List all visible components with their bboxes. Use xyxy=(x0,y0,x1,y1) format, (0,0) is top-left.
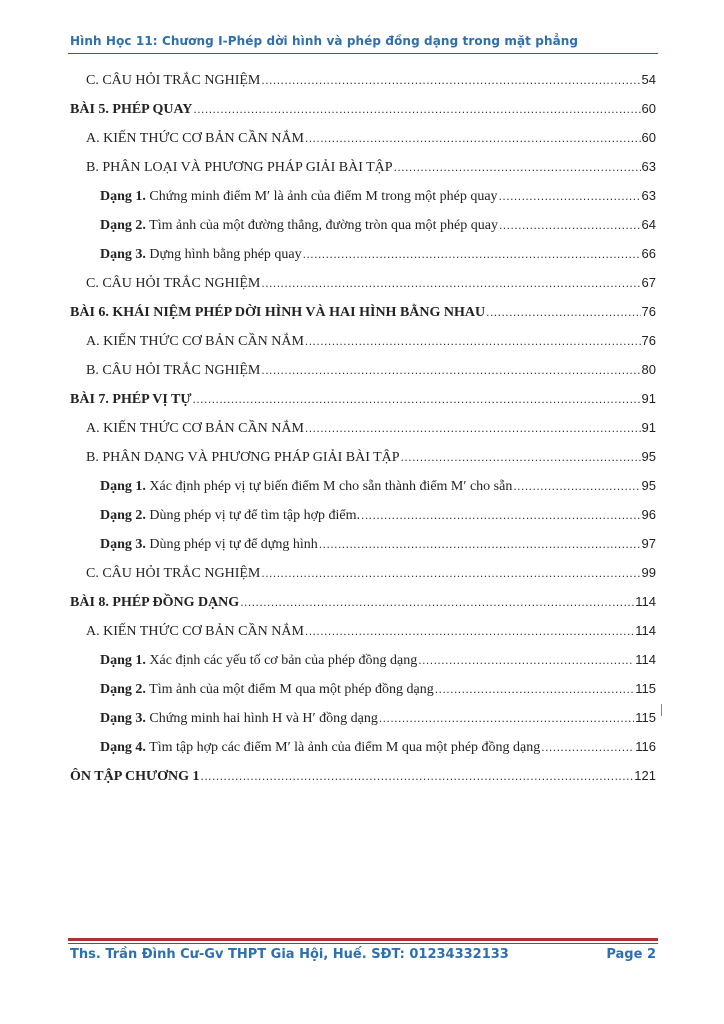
toc-entry-page: 114 xyxy=(635,594,656,609)
toc-entry-page: 91 xyxy=(641,391,656,406)
toc-entry-text: Tìm ảnh của một đường thẳng, đường tròn qua một phép quay xyxy=(145,218,498,233)
toc-entry-prefix: Dạng 3. xyxy=(100,711,146,726)
toc-entry-title xyxy=(86,160,393,176)
toc-entry-title xyxy=(86,363,260,379)
toc-entry-text: BÀI 8. PHÉP ĐỒNG DẠNG xyxy=(70,595,240,610)
toc-entry-page: 67 xyxy=(641,275,656,290)
toc-dot-leader xyxy=(319,537,641,551)
toc-entry-page: 54 xyxy=(641,72,656,87)
toc-entry[interactable] xyxy=(70,449,656,478)
toc-entry-prefix: Dạng 2. xyxy=(100,508,146,523)
header-divider xyxy=(68,53,658,54)
toc-entry-title xyxy=(100,247,302,263)
toc-dot-leader xyxy=(305,421,641,435)
toc-entry[interactable] xyxy=(70,391,656,420)
toc-entry-text: Xác định phép vị tự biến điểm M cho sẵn thành điểm M′ cho sẵn xyxy=(145,479,513,494)
toc-entry-prefix: Dạng 3. xyxy=(100,537,146,552)
toc-entry-title xyxy=(100,740,540,756)
toc-entry-title xyxy=(86,566,260,582)
toc-entry-prefix: Dạng 2. xyxy=(100,218,146,233)
toc-entry-page: 115 xyxy=(635,681,656,696)
toc-entry-text: C. CÂU HỎI TRẮC NGHIỆM xyxy=(86,276,261,291)
toc-dot-leader xyxy=(401,450,641,464)
toc-entry-prefix: Dạng 2. xyxy=(100,682,146,697)
toc-entry-text: Tìm ảnh của một điểm M qua một phép đồng dạng xyxy=(145,682,434,697)
footer-divider-thick xyxy=(68,938,658,941)
toc-entry[interactable] xyxy=(70,304,656,333)
toc-entry-prefix: Dạng 3. xyxy=(100,247,146,262)
toc-entry[interactable] xyxy=(70,159,656,188)
toc-entry-page: 97 xyxy=(641,536,656,551)
toc-entry-title xyxy=(86,73,260,89)
toc-entry-page: 99 xyxy=(641,565,656,580)
cursor-marker xyxy=(661,704,662,716)
toc-dot-leader xyxy=(305,624,634,638)
toc-dot-leader xyxy=(418,653,634,667)
toc-entry-text: A. KIẾN THỨC CƠ BẢN CẦN NẮM xyxy=(86,131,304,146)
toc-entry-title xyxy=(86,131,304,147)
running-header: Hình Học 11: Chương I-Phép dời hình và phép đồng dạng trong mặt phẳng xyxy=(70,34,579,48)
toc-entry-prefix: Dạng 1. xyxy=(100,653,146,668)
toc-dot-leader xyxy=(379,711,634,725)
toc-dot-leader xyxy=(303,247,641,261)
toc-dot-leader xyxy=(499,189,641,203)
toc-entry[interactable] xyxy=(70,768,656,797)
toc-entry-title xyxy=(86,624,304,640)
toc-entry-title xyxy=(86,450,400,466)
toc-entry[interactable] xyxy=(70,188,656,217)
toc-entry[interactable] xyxy=(70,623,656,652)
toc-entry-page: 121 xyxy=(634,768,656,783)
toc-entry-page: 80 xyxy=(641,362,656,377)
toc-entry[interactable] xyxy=(70,710,656,739)
toc-entry-title xyxy=(100,479,512,495)
toc-entry-text: B. PHÂN LOẠI VÀ PHƯƠNG PHÁP GIẢI BÀI TẬP xyxy=(86,160,393,175)
toc-entry[interactable] xyxy=(70,594,656,623)
toc-entry-title xyxy=(100,218,498,234)
toc-entry-text: Tìm tập hợp các điểm M′ là ảnh của điểm M qua một phép đồng dạng xyxy=(145,740,541,755)
toc-entry-text: Dùng phép vị tự để tìm tập hợp điểm. xyxy=(145,508,360,523)
toc-entry-page: 66 xyxy=(641,246,656,261)
toc-dot-leader xyxy=(193,102,640,116)
toc-entry-title xyxy=(86,334,304,350)
toc-entry-title xyxy=(70,595,239,611)
toc-entry[interactable] xyxy=(70,333,656,362)
toc-entry-text: ÔN TẬP CHƯƠNG 1 xyxy=(70,769,200,784)
toc-entry-title xyxy=(70,102,192,118)
toc-entry-prefix: Dạng 1. xyxy=(100,189,146,204)
toc-entry[interactable] xyxy=(70,420,656,449)
toc-dot-leader xyxy=(261,73,640,87)
toc-dot-leader xyxy=(193,392,641,406)
toc-entry-page: 60 xyxy=(641,130,656,145)
toc-entry-title xyxy=(100,189,498,205)
toc-dot-leader xyxy=(261,363,640,377)
toc-entry-title xyxy=(100,508,360,524)
toc-entry-page: 95 xyxy=(641,478,656,493)
toc-entry-page: 114 xyxy=(635,652,656,667)
toc-entry-page: 76 xyxy=(641,333,656,348)
toc-entry[interactable] xyxy=(70,478,656,507)
toc-entry-title xyxy=(70,305,485,321)
toc-entry-text: BÀI 6. KHÁI NIỆM PHÉP DỜI HÌNH VÀ HAI HÌNH BẰNG NHAU xyxy=(70,305,486,320)
toc-dot-leader xyxy=(394,160,641,174)
toc-entry-title xyxy=(100,537,318,553)
toc-entry-page: 60 xyxy=(641,101,656,116)
toc-entry-text: A. KIẾN THỨC CƠ BẢN CẦN NẮM xyxy=(86,334,304,349)
toc-entry[interactable] xyxy=(70,217,656,246)
toc-dot-leader xyxy=(240,595,634,609)
toc-entry-page: 96 xyxy=(641,507,656,522)
toc-entry-title xyxy=(100,682,434,698)
toc-entry-page: 91 xyxy=(641,420,656,435)
toc-entry[interactable] xyxy=(70,246,656,275)
toc-entry-text: A. KIẾN THỨC CƠ BẢN CẦN NẮM xyxy=(86,624,304,639)
footer-author: Ths. Trần Đình Cư-Gv THPT Gia Hội, Huế. SĐT: 01234332133 xyxy=(70,947,509,962)
toc-entry-text: Chứng minh hai hình H và H′ đồng dạng xyxy=(145,711,378,726)
toc-dot-leader xyxy=(305,131,641,145)
toc-dot-leader xyxy=(361,508,641,522)
toc-entry-page: 63 xyxy=(641,188,656,203)
toc-entry-page: 115 xyxy=(635,710,656,725)
toc-entry-page: 95 xyxy=(641,449,656,464)
toc-entry-text: B. CÂU HỎI TRẮC NGHIỆM xyxy=(86,363,261,378)
toc-entry[interactable] xyxy=(70,275,656,304)
toc-entry-text: A. KIẾN THỨC CƠ BẢN CẦN NẮM xyxy=(86,421,304,436)
toc-entry-text: C. CÂU HỎI TRẮC NGHIỆM xyxy=(86,73,261,88)
toc-entry-text: Chứng minh điểm M′ là ảnh của điểm M trong một phép quay xyxy=(145,189,498,204)
toc-entry-text: BÀI 5. PHÉP QUAY xyxy=(70,102,193,117)
toc-dot-leader xyxy=(261,566,640,580)
toc-entry-page: 63 xyxy=(641,159,656,174)
toc-entry[interactable] xyxy=(70,739,656,768)
toc-entry-title xyxy=(86,421,304,437)
toc-entry[interactable] xyxy=(70,652,656,681)
toc-entry-title xyxy=(86,276,260,292)
toc-entry-text: C. CÂU HỎI TRẮC NGHIỆM xyxy=(86,566,261,581)
toc-entry-page: 76 xyxy=(641,304,656,319)
toc-entry-prefix: Dạng 4. xyxy=(100,740,146,755)
toc-entry-prefix: Dạng 1. xyxy=(100,479,146,494)
toc-entry-text: BÀI 7. PHÉP VỊ TỰ xyxy=(70,392,192,407)
toc-dot-leader xyxy=(261,276,640,290)
toc-entry-title xyxy=(100,653,417,669)
footer-divider-thin xyxy=(68,943,658,944)
toc-dot-leader xyxy=(499,218,641,232)
toc-entry[interactable] xyxy=(70,536,656,565)
toc-entry[interactable] xyxy=(70,130,656,159)
toc-dot-leader xyxy=(541,740,634,754)
toc-entry[interactable] xyxy=(70,72,656,101)
toc-entry-text: Dùng phép vị tự để dựng hình xyxy=(145,537,318,552)
table-of-contents xyxy=(70,72,656,797)
toc-entry-page: 64 xyxy=(641,217,656,232)
toc-dot-leader xyxy=(513,479,640,493)
toc-entry[interactable] xyxy=(70,681,656,710)
toc-entry-text: Xác định các yếu tố cơ bản của phép đồng dạng xyxy=(145,653,418,668)
footer-page-number: Page 2 xyxy=(606,947,656,962)
toc-dot-leader xyxy=(486,305,640,319)
toc-entry-page: 114 xyxy=(635,623,656,638)
toc-entry-text: B. PHÂN DẠNG VÀ PHƯƠNG PHÁP GIẢI BÀI TẬP xyxy=(86,450,400,465)
toc-entry-page: 116 xyxy=(635,739,656,754)
toc-entry[interactable] xyxy=(70,101,656,130)
toc-entry-title xyxy=(70,392,192,408)
toc-dot-leader xyxy=(305,334,641,348)
toc-entry-title xyxy=(70,769,200,785)
toc-entry-text: Dựng hình bằng phép quay xyxy=(145,247,302,262)
toc-dot-leader xyxy=(201,769,634,783)
toc-entry[interactable] xyxy=(70,565,656,594)
toc-entry[interactable] xyxy=(70,507,656,536)
toc-dot-leader xyxy=(435,682,634,696)
toc-entry-title xyxy=(100,711,378,727)
toc-entry[interactable] xyxy=(70,362,656,391)
